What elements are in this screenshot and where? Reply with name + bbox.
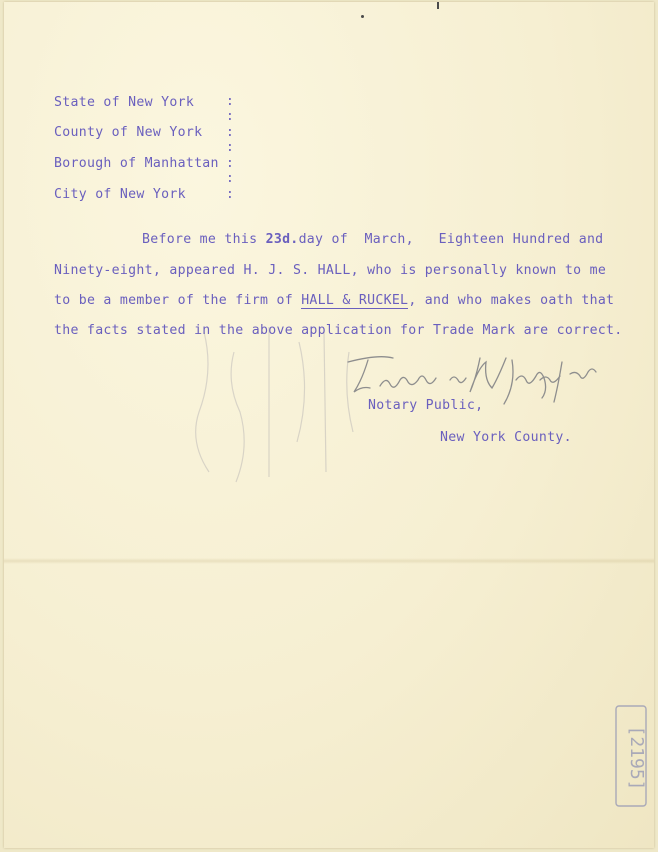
- venue-separator: :: [226, 94, 234, 109]
- affidavit-line-1: Before me this 23d.day of March, Eighteen Hundred and: [142, 232, 604, 247]
- svg-text:[2195]: [2195]: [626, 725, 647, 791]
- affidavit-line-4: the facts stated in the above application for Trade Mark are correct.: [54, 323, 623, 338]
- paper-fold: [4, 558, 654, 564]
- venue-state: State of New York: [54, 95, 195, 110]
- archive-stamp: [612, 702, 652, 812]
- affiant-name: H. J. S. HALL: [243, 263, 351, 278]
- venue-separator: :: [226, 140, 234, 155]
- notary-title: Notary Public,: [368, 398, 484, 413]
- affidavit-line-2: Ninety-eight, appeared H. J. S. HALL, who is personally known to me: [54, 263, 607, 278]
- venue-borough: Borough of Manhattan: [54, 156, 219, 171]
- ink-speck: [361, 15, 364, 18]
- venue-city: City of New York: [54, 187, 186, 202]
- venue-separator: :: [226, 125, 234, 140]
- affidavit-day: 23d.: [265, 232, 299, 247]
- notary-county: New York County.: [440, 430, 572, 445]
- document-page: [4, 2, 654, 848]
- ink-speck: [437, 2, 439, 9]
- venue-separator: :: [226, 171, 234, 186]
- firm-name: HALL & RUCKEL: [301, 293, 409, 308]
- bleed-through-marks: [174, 312, 384, 532]
- venue-separator: :: [226, 109, 234, 124]
- venue-county: County of New York: [54, 125, 203, 140]
- affidavit-line-3: to be a member of the firm of HALL & RUCKEL, and who makes oath that: [54, 293, 615, 308]
- venue-separator: :: [226, 187, 234, 202]
- venue-separator: :: [226, 156, 234, 171]
